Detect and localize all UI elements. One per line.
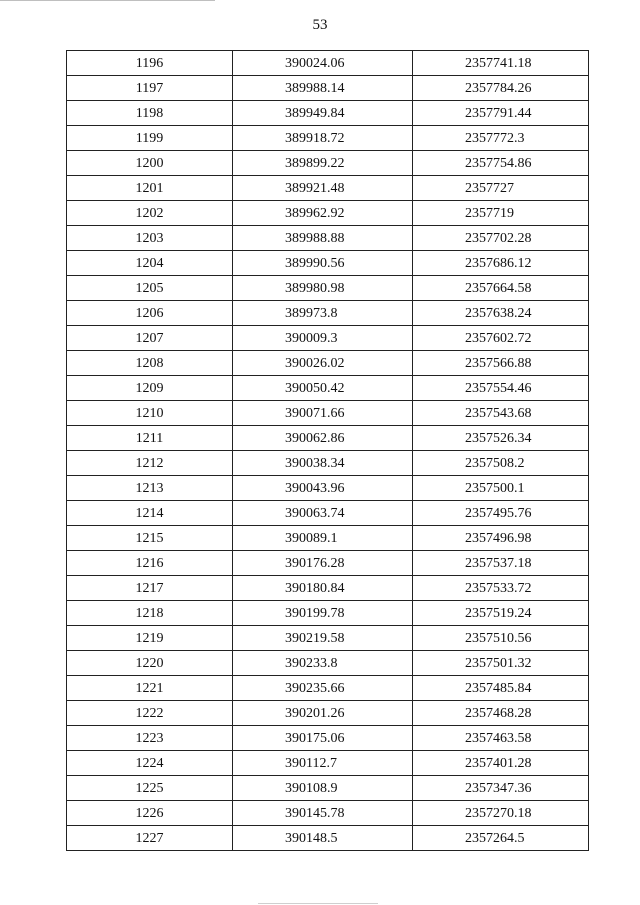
y-coordinate-cell: 2357496.98 — [413, 526, 589, 551]
table-row — [67, 426, 589, 451]
y-coordinate-cell: 2357686.12 — [413, 251, 589, 276]
y-coordinate-cell: 2357510.56 — [413, 626, 589, 651]
y-coordinate-cell: 2357485.84 — [413, 676, 589, 701]
point-number-cell: 1215 — [67, 526, 233, 551]
x-coordinate-cell: 389988.88 — [233, 226, 413, 251]
x-coordinate-cell: 390112.7 — [233, 751, 413, 776]
y-coordinate-cell: 2357791.44 — [413, 101, 589, 126]
point-number-cell: 1203 — [67, 226, 233, 251]
table-row — [67, 751, 589, 776]
x-coordinate-cell: 389899.22 — [233, 151, 413, 176]
point-number-cell: 1225 — [67, 776, 233, 801]
y-coordinate-cell: 2357500.1 — [413, 476, 589, 501]
point-number-cell: 1214 — [67, 501, 233, 526]
point-number-cell: 1199 — [67, 126, 233, 151]
table-row — [67, 201, 589, 226]
y-coordinate-cell: 2357347.36 — [413, 776, 589, 801]
point-number-cell: 1223 — [67, 726, 233, 751]
point-number-cell: 1219 — [67, 626, 233, 651]
point-number-cell: 1205 — [67, 276, 233, 301]
table-row — [67, 676, 589, 701]
y-coordinate-cell: 2357602.72 — [413, 326, 589, 351]
x-coordinate-cell: 390199.78 — [233, 601, 413, 626]
y-coordinate-cell: 2357463.58 — [413, 726, 589, 751]
table-row — [67, 226, 589, 251]
y-coordinate-cell: 2357702.28 — [413, 226, 589, 251]
x-coordinate-cell: 389990.56 — [233, 251, 413, 276]
point-number-cell: 1217 — [67, 576, 233, 601]
point-number-cell: 1218 — [67, 601, 233, 626]
table-row — [67, 376, 589, 401]
y-coordinate-cell: 2357495.76 — [413, 501, 589, 526]
y-coordinate-cell: 2357719 — [413, 201, 589, 226]
x-coordinate-cell: 390219.58 — [233, 626, 413, 651]
table-row — [67, 151, 589, 176]
y-coordinate-cell: 2357554.46 — [413, 376, 589, 401]
table-row — [67, 776, 589, 801]
x-coordinate-cell: 390233.8 — [233, 651, 413, 676]
table-row — [67, 351, 589, 376]
scan-edge-line-top — [0, 0, 215, 1]
y-coordinate-cell: 2357566.88 — [413, 351, 589, 376]
y-coordinate-cell: 2357543.68 — [413, 401, 589, 426]
table-row — [67, 651, 589, 676]
y-coordinate-cell: 2357401.28 — [413, 751, 589, 776]
point-number-cell: 1222 — [67, 701, 233, 726]
x-coordinate-cell: 390062.86 — [233, 426, 413, 451]
point-number-cell: 1206 — [67, 301, 233, 326]
x-coordinate-cell: 390108.9 — [233, 776, 413, 801]
x-coordinate-cell: 390038.34 — [233, 451, 413, 476]
point-number-cell: 1221 — [67, 676, 233, 701]
y-coordinate-cell: 2357264.5 — [413, 826, 589, 851]
x-coordinate-cell: 390145.78 — [233, 801, 413, 826]
point-number-cell: 1202 — [67, 201, 233, 226]
table-row — [67, 701, 589, 726]
x-coordinate-cell: 389962.92 — [233, 201, 413, 226]
point-number-cell: 1197 — [67, 76, 233, 101]
table-row — [67, 626, 589, 651]
table-row — [67, 501, 589, 526]
table-row — [67, 326, 589, 351]
table-row — [67, 176, 589, 201]
table-row — [67, 551, 589, 576]
y-coordinate-cell: 2357508.2 — [413, 451, 589, 476]
table-row — [67, 601, 589, 626]
x-coordinate-cell: 390235.66 — [233, 676, 413, 701]
y-coordinate-cell: 2357727 — [413, 176, 589, 201]
x-coordinate-cell: 390043.96 — [233, 476, 413, 501]
coordinates-table-body — [67, 51, 589, 851]
point-number-cell: 1208 — [67, 351, 233, 376]
y-coordinate-cell: 2357533.72 — [413, 576, 589, 601]
point-number-cell: 1220 — [67, 651, 233, 676]
y-coordinate-cell: 2357501.32 — [413, 651, 589, 676]
point-number-cell: 1196 — [67, 51, 233, 76]
scan-edge-line-bottom — [258, 903, 378, 904]
table-row — [67, 251, 589, 276]
x-coordinate-cell: 389980.98 — [233, 276, 413, 301]
x-coordinate-cell: 390175.06 — [233, 726, 413, 751]
x-coordinate-cell: 390180.84 — [233, 576, 413, 601]
table-row — [67, 301, 589, 326]
point-number-cell: 1209 — [67, 376, 233, 401]
table-row — [67, 526, 589, 551]
point-number-cell: 1207 — [67, 326, 233, 351]
point-number-cell: 1201 — [67, 176, 233, 201]
table-row — [67, 126, 589, 151]
x-coordinate-cell: 389921.48 — [233, 176, 413, 201]
x-coordinate-cell: 389949.84 — [233, 101, 413, 126]
x-coordinate-cell: 390009.3 — [233, 326, 413, 351]
point-number-cell: 1226 — [67, 801, 233, 826]
y-coordinate-cell: 2357519.24 — [413, 601, 589, 626]
y-coordinate-cell: 2357741.18 — [413, 51, 589, 76]
point-number-cell: 1224 — [67, 751, 233, 776]
x-coordinate-cell: 390026.02 — [233, 351, 413, 376]
point-number-cell: 1211 — [67, 426, 233, 451]
point-number-cell: 1227 — [67, 826, 233, 851]
y-coordinate-cell: 2357772.3 — [413, 126, 589, 151]
point-number-cell: 1210 — [67, 401, 233, 426]
y-coordinate-cell: 2357537.18 — [413, 551, 589, 576]
table-row — [67, 276, 589, 301]
y-coordinate-cell: 2357664.58 — [413, 276, 589, 301]
point-number-cell: 1216 — [67, 551, 233, 576]
x-coordinate-cell: 389918.72 — [233, 126, 413, 151]
y-coordinate-cell: 2357468.28 — [413, 701, 589, 726]
x-coordinate-cell: 390176.28 — [233, 551, 413, 576]
x-coordinate-cell: 389988.14 — [233, 76, 413, 101]
point-number-cell: 1204 — [67, 251, 233, 276]
y-coordinate-cell: 2357638.24 — [413, 301, 589, 326]
table-row — [67, 101, 589, 126]
table-row — [67, 401, 589, 426]
point-number-cell: 1200 — [67, 151, 233, 176]
x-coordinate-cell: 390071.66 — [233, 401, 413, 426]
table-row — [67, 51, 589, 76]
x-coordinate-cell: 390024.06 — [233, 51, 413, 76]
y-coordinate-cell: 2357754.86 — [413, 151, 589, 176]
table-row — [67, 801, 589, 826]
table-row — [67, 451, 589, 476]
table-row — [67, 476, 589, 501]
table-row — [67, 576, 589, 601]
point-number-cell: 1213 — [67, 476, 233, 501]
table-row — [67, 826, 589, 851]
coordinates-table — [66, 50, 589, 851]
x-coordinate-cell: 390089.1 — [233, 526, 413, 551]
table-row — [67, 726, 589, 751]
page-number: 53 — [312, 17, 328, 33]
point-number-cell: 1198 — [67, 101, 233, 126]
y-coordinate-cell: 2357526.34 — [413, 426, 589, 451]
x-coordinate-cell: 389973.8 — [233, 301, 413, 326]
x-coordinate-cell: 390063.74 — [233, 501, 413, 526]
point-number-cell: 1212 — [67, 451, 233, 476]
x-coordinate-cell: 390148.5 — [233, 826, 413, 851]
y-coordinate-cell: 2357784.26 — [413, 76, 589, 101]
table-row — [67, 76, 589, 101]
y-coordinate-cell: 2357270.18 — [413, 801, 589, 826]
x-coordinate-cell: 390050.42 — [233, 376, 413, 401]
x-coordinate-cell: 390201.26 — [233, 701, 413, 726]
